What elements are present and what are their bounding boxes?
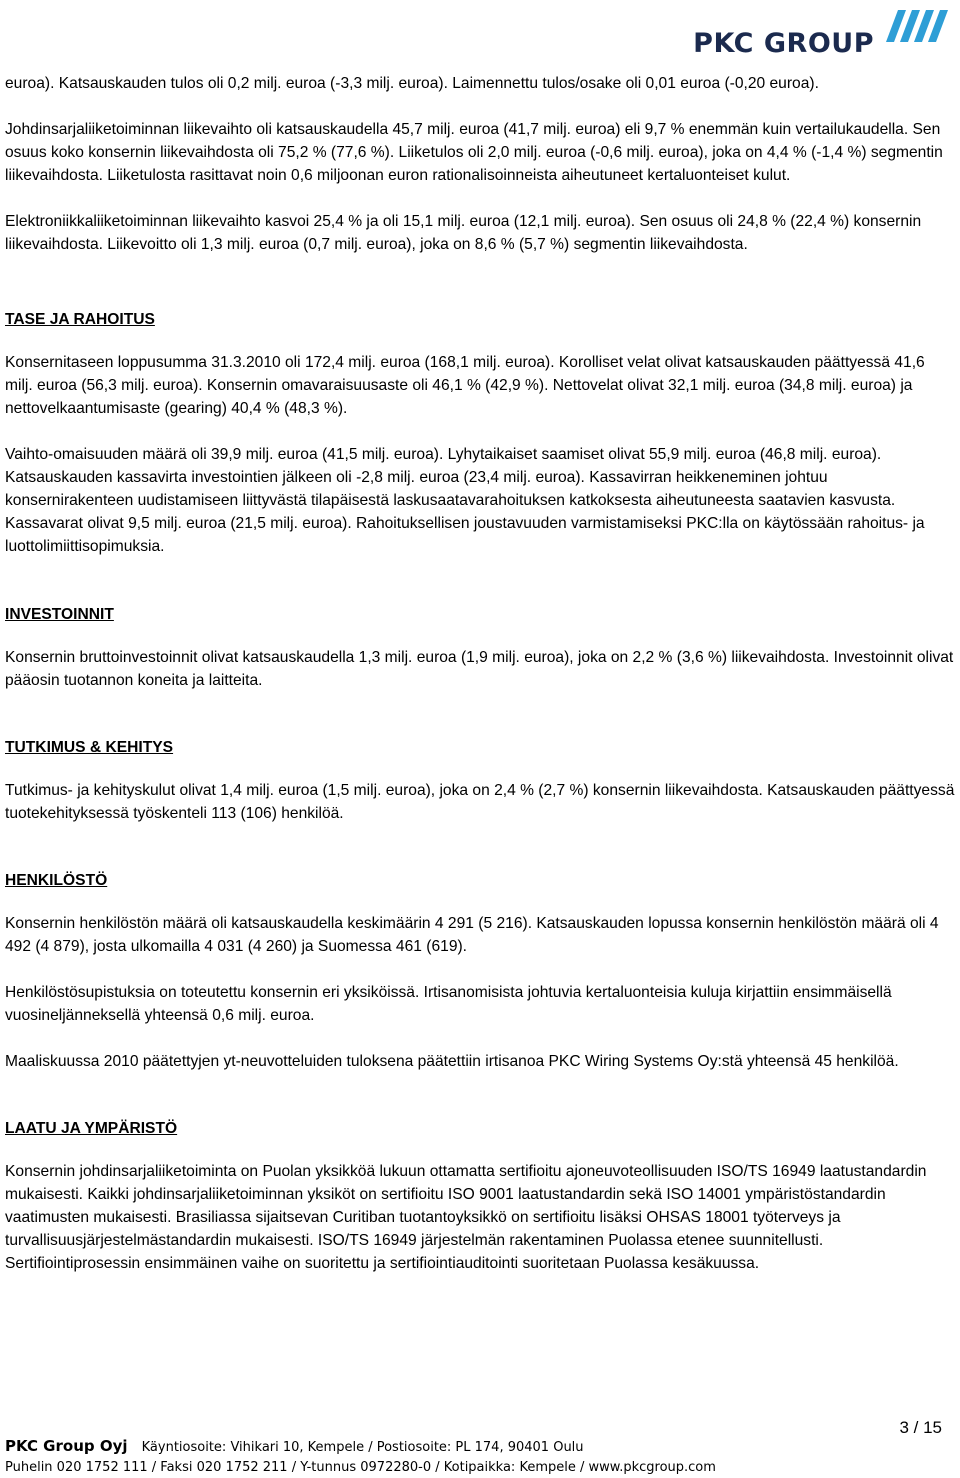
- paragraph-personnel-count: Konsernin henkilöstön määrä oli katsauskaudella keskimäärin 4 291 (5 216). Katsauskauden lopussa konsernin henkilöstön määrä oli 4 492 (4 879), josta ulkomailla 4 031 (4 260) ja Suomessa 461 (619).: [5, 915, 939, 955]
- page-number: 3 / 15: [899, 1418, 942, 1437]
- footer-line-1: [5, 1436, 955, 1458]
- paragraph-electronics-business: Elektroniikkaliiketoiminnan liikevaihto kasvoi 25,4 % ja oli 15,1 milj. euroa (12,1 milj. euroa). Sen osuus oli 24,8 % (22,4 %) konsernin liikevaihdosta. Liikevoitto oli 1,3 milj. euroa (0,7 milj. euroa), joka on 8,6 % (5,7 %) segmentin liikevaihdosta.: [5, 213, 922, 253]
- paragraph-cash-flow: Vaihto-omaisuuden määrä oli 39,9 milj. euroa (41,5 milj. euroa). Lyhytaikaiset saamiset olivat 55,9 milj. euroa (46,8 milj. euroa). Katsauskauden kassavirta investointien jälkeen oli -2,8 milj. euroa (23,4 milj. euroa). Kassavirran heikkeneminen johtuu konsernirakenteen uudistamiseen liittyvästä tilapäisestä laskusaatavarahoituksen katkoksesta aiheutuneesta saatavien kasvusta. Kassavarat olivat 9,5 milj. euroa (21,5 milj. euroa). Rahoituksellisen joustavuuden varmistamiseksi PKC:lla on käytössään rahoitus- ja luottolimiittisopimuksia.: [5, 446, 925, 555]
- heading-research-development: TUTKIMUS & KEHITYS: [5, 739, 174, 756]
- heading-quality-environment: LAATU JA YMPÄRISTÖ: [5, 1120, 178, 1137]
- footer-address: Käyntiosoite: Vihikari 10, Kempele / Postiosoite: PL 174, 90401 Oulu: [141, 1440, 584, 1455]
- pkc-stripes-logo-mark-icon: [880, 8, 952, 44]
- paragraph-wiring-harness-business: Johdinsarjaliiketoiminnan liikevaihto oli katsauskaudella 45,7 milj. euroa (41,7 milj. euroa) eli 9,7 % enemmän kuin vertailukaudella. Sen osuus koko konsernin liikevaihdosta oli 75,2 % (77,6 %). Liiketulos oli 2,0 milj. euroa (-0,6 milj. euroa), joka on 4,4 % (-1,4 %) segmentin liikevaihdosta. Liiketulosta rasittavat noin 0,6 miljoonan euron rationalisoinneista aiheutuneet kertaluonteiset kulut.: [5, 121, 943, 184]
- company-logo: [672, 6, 952, 59]
- paragraph-personnel-reductions: Henkilöstösupistuksia on toteutettu konsernin eri yksiköissä. Irtisanomisista johtuvia kertaluonteisia kuluja kirjattiin ensimmäisellä vuosineljänneksellä yhteensä 0,6 milj. euroa.: [5, 984, 892, 1024]
- paragraph-research-development: Tutkimus- ja kehityskulut olivat 1,4 milj. euroa (1,5 milj. euroa), joka on 2,4 % (2,7 %) konsernin liikevaihdosta. Katsauskauden päättyessä tuotekehityksessä työskenteli 113 (106) henkilöä.: [5, 782, 955, 822]
- heading-balance-financing: TASE JA RAHOITUS: [5, 311, 155, 328]
- paragraph-certifications: Konsernin johdinsarjaliiketoiminta on Puolan yksikköä lukuun ottamatta sertifioitu ajoneuvoteollisuuden ISO/TS 16949 laatustandardin mukaisesti. Kaikki johdinsarjaliiketoiminnan yksiköt on sertifioitu ISO 9001 laatustandardin sekä ISO 14001 ympäristöstandardin vaatimusten mukaisesti. Brasiliassa sijaitsevan Curitiban tuotantoyksikkö on sertifioitu lisäksi OHSAS 18001 työterveys ja turvallisuusjärjestelmästandardin mukaisesti. ISO/TS 16949 järjestelmän rakentaminen Puolassa etenee suunnitellusti. Sertifiointiprosessin ensimmäinen vaihe on suoritettu ja sertifiointiauditointi suoritetaan Puolassa kesäkuussa.: [5, 1163, 927, 1272]
- paragraph-layoffs: Maaliskuussa 2010 päätettyjen yt-neuvotteluiden tuloksena päätettiin irtisanoa PKC Wiring Systems Oy:stä yhteensä 45 henkilöä.: [5, 1053, 899, 1070]
- heading-personnel: HENKILÖSTÖ: [5, 872, 108, 889]
- page-footer: [5, 1436, 955, 1478]
- footer-contact: Puhelin 020 1752 111 / Faksi 020 1752 211 / Y-tunnus 0972280-0 / Kotipaikka: Kempele / www.pkcgroup.com: [5, 1460, 716, 1475]
- footer-company-name: PKC Group Oyj: [5, 1437, 128, 1455]
- paragraph-balance-sheet: Konsernitaseen loppusumma 31.3.2010 oli 172,4 milj. euroa (168,1 milj. euroa). Korolliset velat olivat katsauskauden päättyessä 41,6 milj. euroa (56,3 milj. euroa). Konsernin omavaraisuusaste oli 46,1 % (42,9 %). Nettovelat olivat 32,1 milj. euroa (34,8 milj. euroa) ja nettovelkaantumisaste (gearing) 40,4 % (48,3 %).: [5, 354, 925, 417]
- logo-text: PKC GROUP: [693, 28, 874, 59]
- paragraph-result-summary: euroa). Katsauskauden tulos oli 0,2 milj. euroa (-3,3 milj. euroa). Laimennettu tulos/osake oli 0,01 euroa (-0,20 euroa).: [5, 75, 819, 92]
- paragraph-investments: Konsernin bruttoinvestoinnit olivat katsauskaudella 1,3 milj. euroa (1,9 milj. euroa), joka on 2,2 % (3,6 %) liikevaihdosta. Investoinnit olivat pääosin tuotannon koneita ja laitteita.: [5, 649, 954, 689]
- document-body: [5, 72, 955, 1298]
- heading-investments: INVESTOINNIT: [5, 606, 114, 623]
